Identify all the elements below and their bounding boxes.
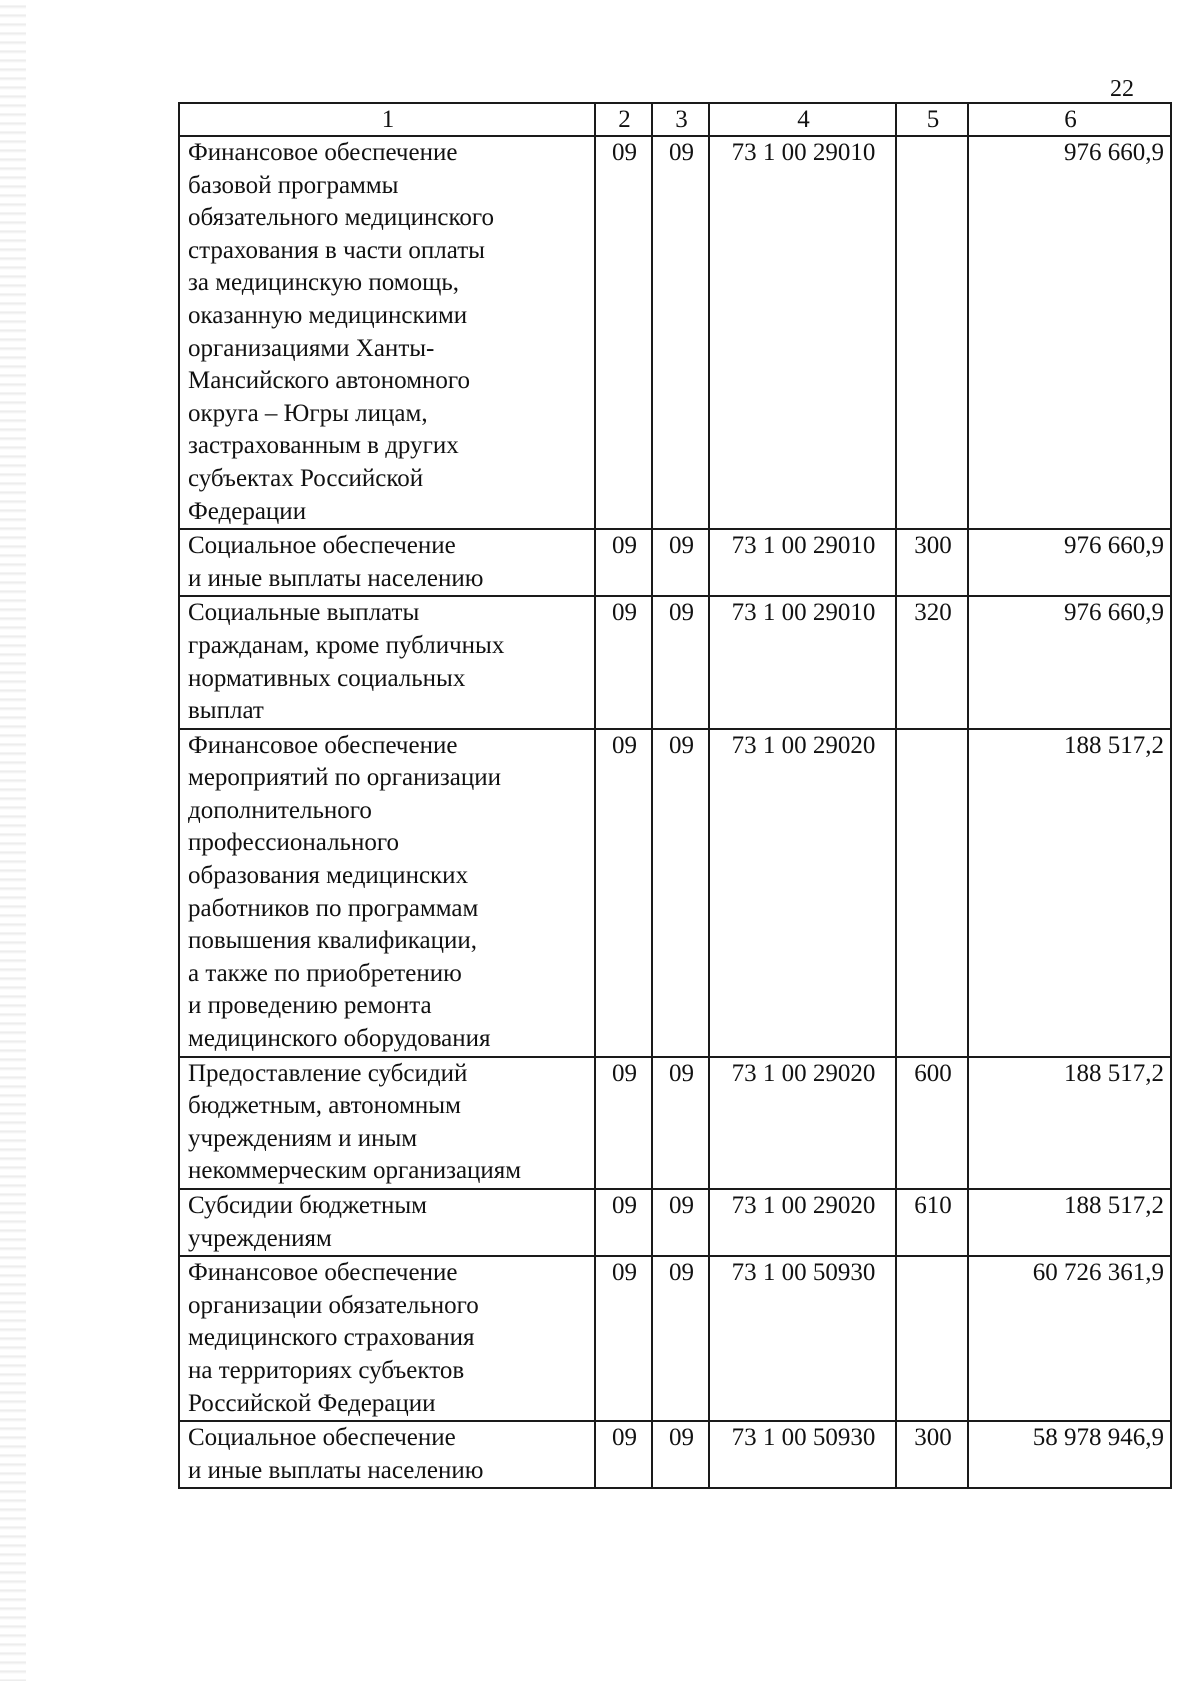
row-section: 09 [595, 1189, 652, 1256]
row-target-article: 73 1 00 29020 [709, 1057, 896, 1189]
header-col-1: 1 [179, 103, 595, 136]
table-row [179, 596, 1171, 728]
row-target-article: 73 1 00 29010 [709, 136, 896, 529]
row-expense-type: 320 [896, 596, 968, 728]
table-header-row [179, 103, 1171, 136]
header-col-4: 4 [709, 103, 896, 136]
row-amount: 58 978 946,9 [968, 1421, 1171, 1488]
scan-edge [0, 0, 26, 1681]
row-subsection: 09 [652, 596, 709, 728]
row-name: Предоставление субсидий бюджетным, автономным учреждениям и иным некоммерческим организациям [179, 1057, 595, 1189]
row-amount: 976 660,9 [968, 596, 1171, 728]
table-row [179, 1421, 1171, 1488]
row-subsection: 09 [652, 1057, 709, 1189]
header-col-5: 5 [896, 103, 968, 136]
row-target-article: 73 1 00 29020 [709, 1189, 896, 1256]
row-subsection: 09 [652, 529, 709, 596]
row-target-article: 73 1 00 29020 [709, 729, 896, 1057]
row-target-article: 73 1 00 29010 [709, 529, 896, 596]
row-expense-type: 300 [896, 1421, 968, 1488]
row-expense-type: 610 [896, 1189, 968, 1256]
row-section: 09 [595, 596, 652, 728]
row-target-article: 73 1 00 50930 [709, 1256, 896, 1421]
row-amount: 188 517,2 [968, 1189, 1171, 1256]
row-amount: 976 660,9 [968, 529, 1171, 596]
row-amount: 60 726 361,9 [968, 1256, 1171, 1421]
row-subsection: 09 [652, 1189, 709, 1256]
row-name: Финансовое обеспечение организации обязательного медицинского страхования на территориях субъектов Российской Федерации [179, 1256, 595, 1421]
row-subsection: 09 [652, 1421, 709, 1488]
row-section: 09 [595, 729, 652, 1057]
table-row [179, 729, 1171, 1057]
row-target-article: 73 1 00 50930 [709, 1421, 896, 1488]
table-row [179, 1256, 1171, 1421]
row-expense-type: 600 [896, 1057, 968, 1189]
row-name: Субсидии бюджетным учреждениям [179, 1189, 595, 1256]
row-section: 09 [595, 1057, 652, 1189]
header-col-3: 3 [652, 103, 709, 136]
page-number: 22 [1110, 76, 1134, 102]
row-section: 09 [595, 1256, 652, 1421]
table-row [179, 1189, 1171, 1256]
table-row [179, 529, 1171, 596]
row-section: 09 [595, 529, 652, 596]
row-subsection: 09 [652, 1256, 709, 1421]
row-target-article: 73 1 00 29010 [709, 596, 896, 728]
table-row [179, 136, 1171, 529]
row-name: Социальное обеспечение и иные выплаты населению [179, 1421, 595, 1488]
row-section: 09 [595, 136, 652, 529]
row-subsection: 09 [652, 729, 709, 1057]
row-expense-type [896, 136, 968, 529]
row-expense-type [896, 729, 968, 1057]
row-amount: 976 660,9 [968, 136, 1171, 529]
row-name: Финансовое обеспечение базовой программы обязательного медицинского страхования в части оплаты за медицинскую помощь, оказанную медицинскими организациями Ханты- Мансийского автономного округа – Югры лицам, застрахованным в других субъектах Российской Федерации [179, 136, 595, 529]
row-name: Финансовое обеспечение мероприятий по организации дополнительного профессионального образования медицинских работников по программам повышения квалификации, а также по приобретению и проведению ремонта медицинского оборудования [179, 729, 595, 1057]
row-name: Социальное обеспечение и иные выплаты населению [179, 529, 595, 596]
row-subsection: 09 [652, 136, 709, 529]
row-amount: 188 517,2 [968, 729, 1171, 1057]
row-expense-type [896, 1256, 968, 1421]
table-row [179, 1057, 1171, 1189]
header-col-2: 2 [595, 103, 652, 136]
budget-table [178, 102, 1172, 1489]
row-section: 09 [595, 1421, 652, 1488]
header-col-6: 6 [968, 103, 1171, 136]
row-expense-type: 300 [896, 529, 968, 596]
row-name: Социальные выплаты гражданам, кроме публичных нормативных социальных выплат [179, 596, 595, 728]
row-amount: 188 517,2 [968, 1057, 1171, 1189]
